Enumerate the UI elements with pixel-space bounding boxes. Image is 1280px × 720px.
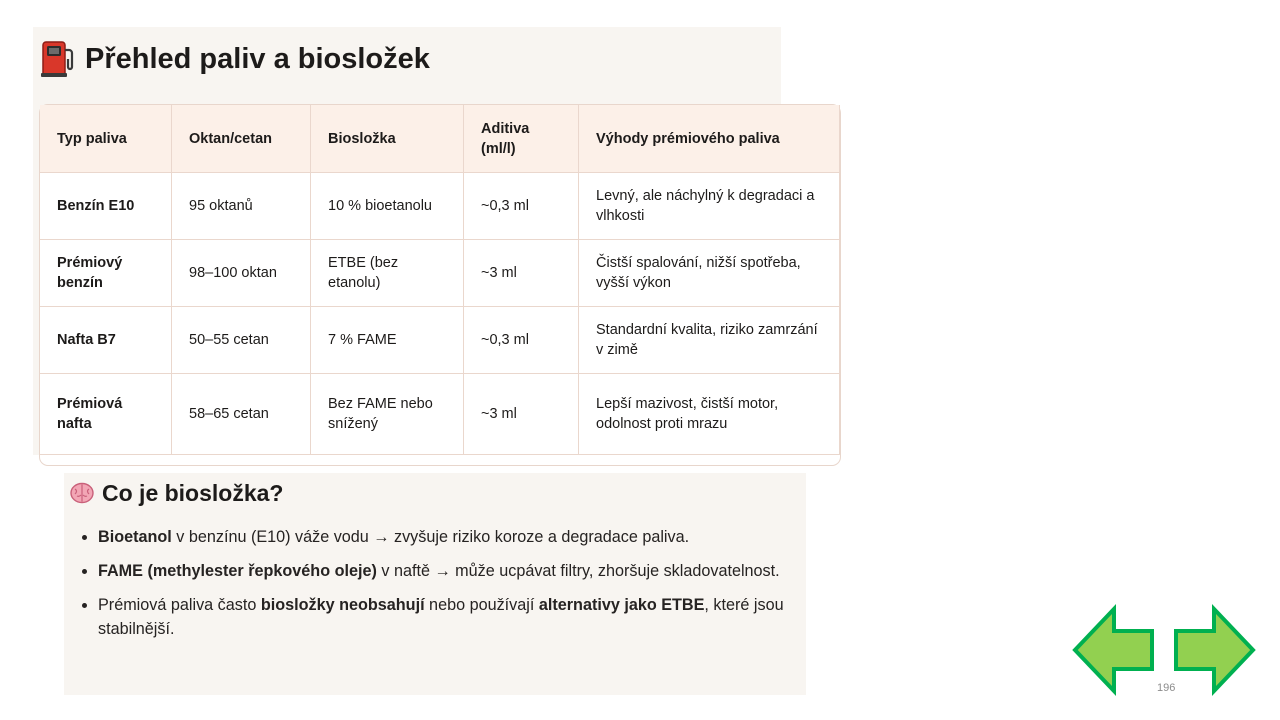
cell-bio-component: Bez FAME nebo snížený [311,374,464,455]
cell-fuel-type: Prémiový benzín [40,240,172,307]
brain-icon [70,482,94,504]
page-title [41,37,430,81]
bullet-text: , které jsou stabilnější. [98,596,784,638]
list-item [98,525,810,549]
bio-component-panel [64,473,806,695]
bullet-text: Prémiová paliva často [98,596,261,614]
bullet-text: nebo používají [424,596,539,614]
cell-octane-cetane: 95 oktanů [172,173,311,240]
section-title [70,478,283,508]
cell-additives: ~0,3 ml [464,173,579,240]
arrow-left-icon [1075,609,1152,691]
next-slide-button[interactable] [1173,607,1255,693]
cell-benefits: Standardní kvalita, riziko zamrzání v zimě [579,307,840,374]
bullet-text: v naftě → může ucpávat filtry, zhoršuje skladovatelnost. [376,562,780,580]
section-title-text: Co je biosložka? [102,479,284,506]
table-row [40,173,840,240]
fuel-pump-icon [41,40,75,78]
fuel-table [40,105,840,455]
cell-additives: ~0,3 ml [464,307,579,374]
cell-octane-cetane: 98–100 oktan [172,240,311,307]
fuel-table-container [39,104,841,466]
header-fuel-type: Typ paliva [40,105,172,173]
previous-slide-button[interactable] [1073,607,1155,693]
bullet-bold-text: biosložky neobsahují [260,596,425,614]
table-header-row [40,105,840,173]
fuel-overview-panel [33,27,818,455]
page-number: 196 [1157,682,1176,694]
cell-additives: ~3 ml [464,374,579,455]
cell-bio-component: 10 % bioetanolu [311,173,464,240]
cell-octane-cetane: 50–55 cetan [172,307,311,374]
page-title-text: Přehled paliv a biosložek [85,42,430,75]
header-additives: Aditiva (ml/l) [464,105,579,173]
header-premium-benefits: Výhody prémiového paliva [579,105,840,173]
bio-component-list [78,525,810,651]
list-item [98,559,810,583]
header-bio-component: Biosložka [311,105,464,173]
bullet-bold-text: Bioetanol [98,528,172,546]
arrow-right-icon [1176,609,1253,691]
table-row [40,240,840,307]
cell-benefits: Levný, ale náchylný k degradaci a vlhkosti [579,173,840,240]
list-item [98,593,810,641]
table-row [40,374,840,455]
bullet-bold-text: alternativy jako ETBE [538,596,705,614]
header-octane-cetane: Oktan/cetan [172,105,311,173]
cell-bio-component: ETBE (bez etanolu) [311,240,464,307]
bullet-text: v benzínu (E10) váže vodu → zvyšuje riziko koroze a degradace paliva. [171,528,690,546]
cell-fuel-type: Nafta B7 [40,307,172,374]
cell-benefits: Čistší spalování, nižší spotřeba, vyšší výkon [579,240,840,307]
bullet-bold-text: FAME (methylester řepkového oleje) [98,562,377,580]
table-row [40,307,840,374]
cell-additives: ~3 ml [464,240,579,307]
cell-octane-cetane: 58–65 cetan [172,374,311,455]
cell-benefits: Lepší mazivost, čistší motor, odolnost proti mrazu [579,374,840,455]
cell-fuel-type: Benzín E10 [40,173,172,240]
cell-fuel-type: Prémiová nafta [40,374,172,455]
cell-bio-component: 7 % FAME [311,307,464,374]
